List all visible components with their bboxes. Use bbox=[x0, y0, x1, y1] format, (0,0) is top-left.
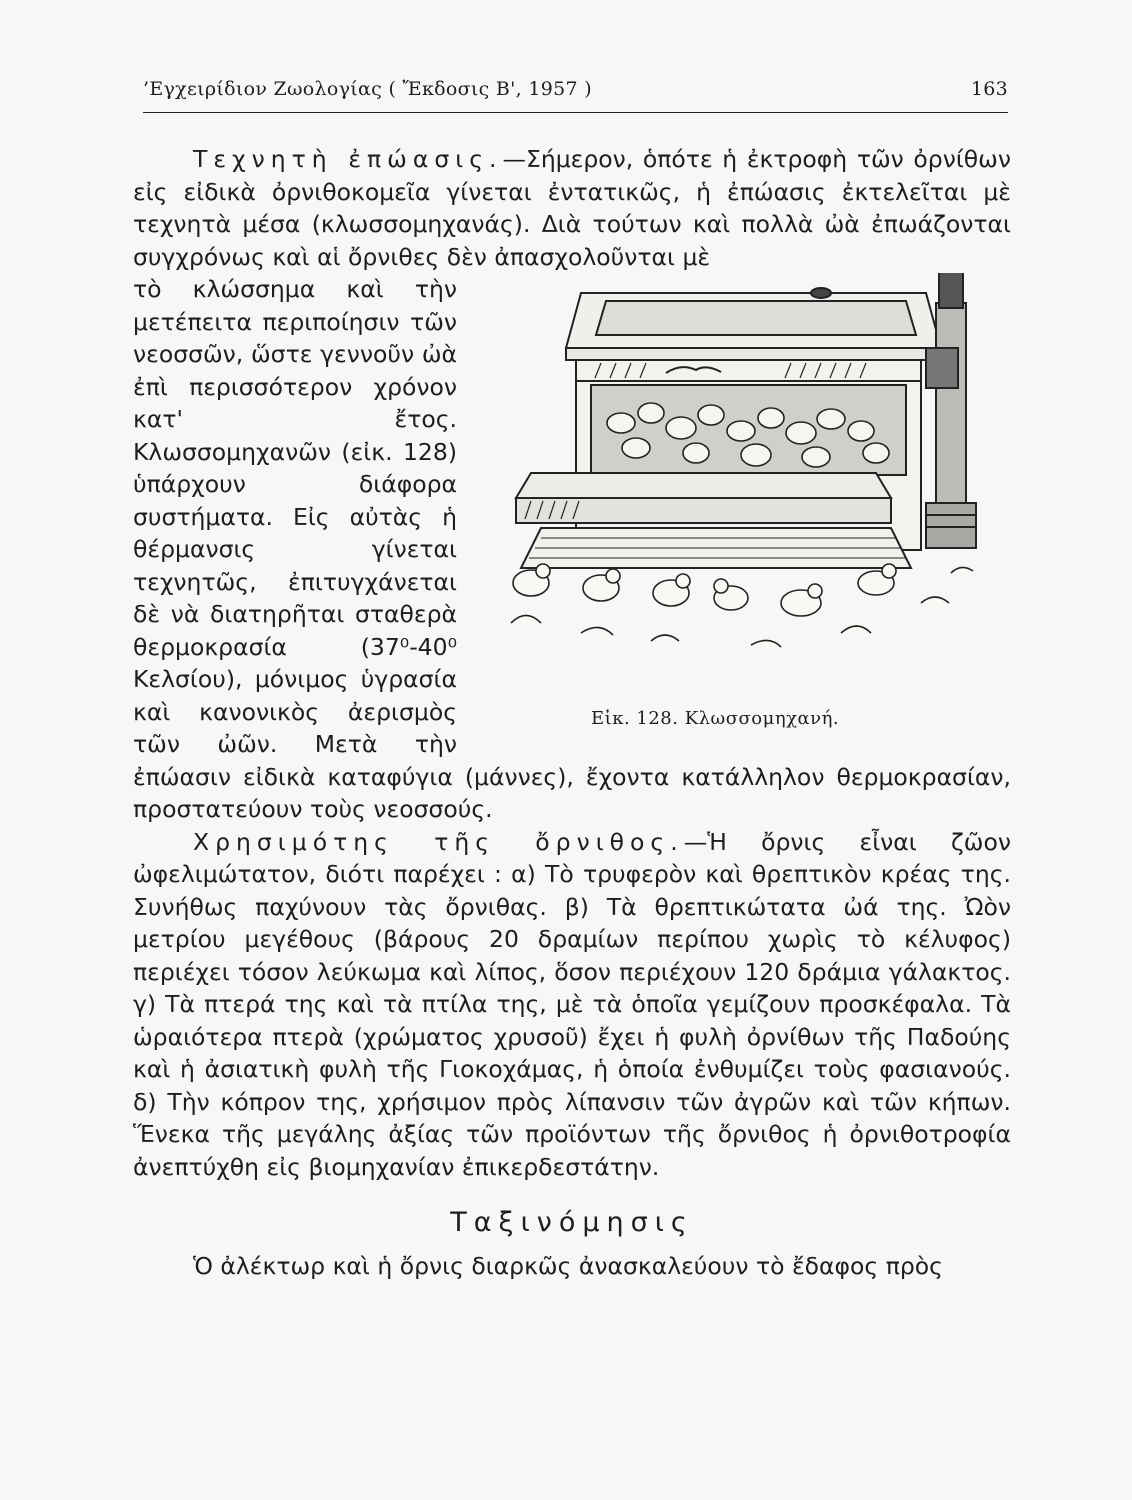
section-heading-incubation: Τεχνητὴ ἐπώασις. bbox=[193, 145, 503, 173]
figure-wrap-block bbox=[133, 273, 1011, 826]
section-title-classification: Ταξινόμησις bbox=[450, 1207, 694, 1238]
lid-knob bbox=[811, 288, 831, 298]
paragraph-classification: Ὁ ἀλέκτωρ καὶ ἡ ὄρνις διαρκῶς ἀνασκαλεύουν τὸ ἔδαφος πρὸς bbox=[193, 1251, 943, 1280]
paragraph-text: —Σήμερον, ὁπότε ἡ ἐκτροφὴ τῶν ὀρνίθων εἰς εἰδικὰ ὀρνιθοκομεῖα γίνεται ἐντατικῶς, ἡ ἐπώασις ἐκτελεῖται μὲ τεχνητὰ μέσα (κλωσσομηχανάς). Διὰ τούτων καὶ πολλὰ ὠὰ ἐπωάζονται συγχρόνως καὶ αἱ ὄρνιθες δὲν ἀπασχολοῦνται μὲ bbox=[133, 145, 1011, 271]
figure-128 bbox=[471, 273, 1011, 728]
figure-caption: Εἰκ. 128. Κλωσσομηχανή. bbox=[591, 708, 840, 729]
page-number: 163 bbox=[970, 78, 1008, 100]
page-header bbox=[143, 72, 1008, 113]
thermostat-column bbox=[936, 303, 966, 503]
chicks-on-ground bbox=[511, 564, 973, 647]
paragraph-text: —Ἡ ὄρνις εἶναι ζῶον ὠφελιμώτατον, διότι παρέχει : α) Τὸ τρυφερὸν καὶ θρεπτικὸν κρέας της. Συνήθως παχύνουν τὰς ὄρνιθας. β) Τὰ θρεπτικώτατα ὠά της. Ὠὸν μετρίου μεγέθους (βάρους 20 δραμίων περίπου χωρὶς τὸ κέλυφος) περιέχει τόσον λεύκωμα καὶ λίπος, ὅσον περιέχουν 120 δράμια γάλακτος. γ) Τὰ πτερά της καὶ τὰ πτίλα της, μὲ τὰ ὁποῖα γεμίζουν προσκέφαλα. Τὰ ὡραιότερα πτερὰ (χρώματος χρυσοῦ) ἔχει ἡ φυλὴ ὀρνίθων τῆς Παδούης καὶ ἡ ἀσιατικὴ φυλὴ τῆς Γιοκοχάμας, ἡ ὁποία ἐνθυμίζει τοὺς φασιανούς. δ) Τὴν κόπρον της, χρήσιμον πρὸς λίπανσιν τῶν ἀγρῶν καὶ τῶν κήπων. Ἕνεκα τῆς μεγάλης ἀξίας τῶν προϊόντων τῆς ὄρνιθος ἡ ὀρνιθοτροφία ἀνεπτύχθη εἰς βιομηχανίαν ἐπικερδεστάτην. bbox=[133, 827, 1011, 1181]
incubator-illustration-icon bbox=[471, 273, 1011, 693]
section-heading-usefulness: Χρησιμότης τῆς ὄρνιθος. bbox=[193, 827, 684, 856]
running-title: ’Εγχειρίδιον Ζωολογίας ( Ἔκδοσις Β', 1957 ) bbox=[143, 78, 592, 100]
page-body bbox=[133, 143, 1011, 1282]
paragraph-usefulness bbox=[133, 826, 1011, 1184]
paragraph-incubation-wrapped: τὸ κλώσσημα καὶ τὴν μετέπειτα περιποίησιν τῶν νεοσσῶν, ὥστε γεννοῦν ὠὰ ἐπὶ περισσότερον χρόνον κατ' ἔτος. Κλωσσομηχανῶν (εἰκ. 128) ὑπάρχουν διάφορα συστήματα. Εἰς αὐτὰς ἡ θέρμανσις γίνεται τεχνητῶς, ἐπιτυγχάνεται δὲ νὰ διατηρῆται σταθερὰ θερμοκρασία (37⁰-40⁰ Κελσίου), μόνιμος ὑγρασία καὶ κανονικὸς ἀερισμὸς τῶν ὠῶν. Μετὰ τὴν ἐπώασιν εἰδικὰ καταφύγια (μάννες), ἔχοντα κατάλληλον θερμοκρασίαν, προστατεύουν τοὺς νεοσσούς. bbox=[133, 275, 1011, 823]
pull-out-tray bbox=[516, 473, 891, 498]
paragraph-incubation-intro bbox=[133, 143, 1011, 273]
